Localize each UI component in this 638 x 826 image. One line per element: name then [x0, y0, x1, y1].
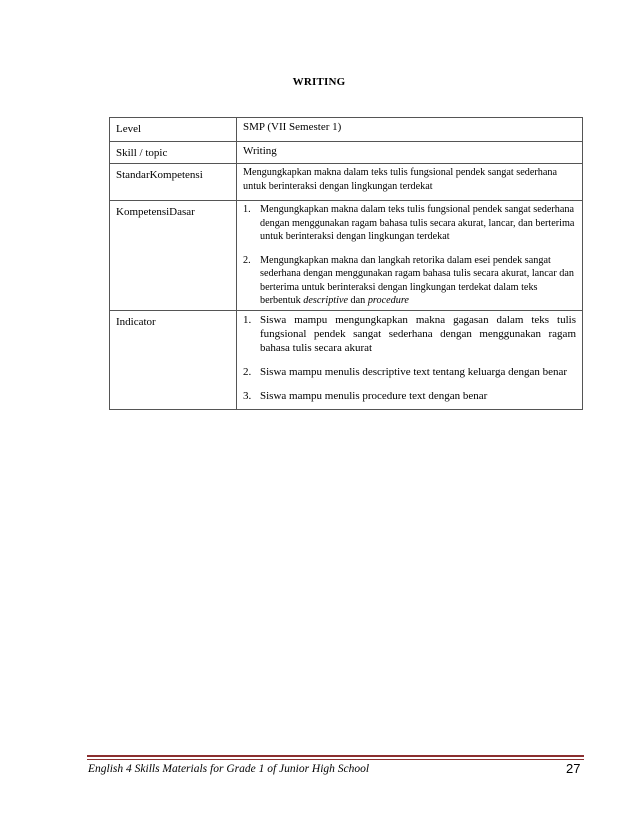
indicator-item-2-text: Siswa mampu menulis descriptive text tentang keluarga dengan benar	[260, 365, 568, 378]
skill-value: Writing	[237, 142, 583, 164]
footer-rule-thin	[87, 759, 584, 760]
table-row-standar-kompetensi	[110, 164, 583, 201]
indicator-item-3-number: 3.	[243, 389, 252, 402]
kd-label: KompetensiDasar	[110, 201, 237, 311]
kd-item-2-conjunction: dan	[348, 295, 368, 306]
skill-label: Skill / topic	[110, 142, 237, 164]
sk-label: StandarKompetensi	[110, 164, 237, 201]
page-title: WRITING	[292, 76, 346, 88]
kd-item-2-emphasis-descriptive: descriptive	[303, 295, 348, 306]
sk-value: Mengungkapkan makna dalam teks tulis fungsional pendek sangat sederhana untuk berinteraksi dengan lingkungan terdekat	[237, 164, 583, 201]
level-label: Level	[110, 118, 237, 142]
table-row-level	[110, 118, 583, 142]
kd-value	[237, 201, 583, 311]
kd-item-2	[243, 254, 576, 308]
competency-table	[109, 117, 583, 410]
kd-item-1-number: 1.	[243, 204, 251, 215]
kd-item-2-text: Mengungkapkan makna dan langkah retorika dalam esei pendek sangat sederhana dengan menggunakan ragam bahasa tulis secara akurat, lancar dan berterima untuk berinteraksi dengan lingkungan terdekat dalam teks berbentuk	[260, 254, 574, 306]
indicator-list	[243, 313, 576, 403]
table-row-skill	[110, 142, 583, 164]
page-number: 27	[566, 761, 581, 776]
indicator-item-1	[243, 313, 576, 355]
indicator-item-3-text: Siswa mampu menulis procedure text dengan benar	[260, 389, 488, 402]
table-row-kompetensi-dasar	[110, 201, 583, 311]
indicator-value	[237, 310, 583, 409]
indicator-item-1-number: 1.	[243, 313, 252, 326]
kd-item-2-number: 2.	[243, 254, 251, 266]
table-row-indicator	[110, 310, 583, 409]
indicator-item-3	[243, 389, 576, 403]
kd-item-1	[243, 203, 576, 244]
kd-item-2-text-wrap	[260, 255, 574, 307]
indicator-item-2-number: 2.	[243, 365, 252, 378]
footer-rule-thick	[87, 755, 584, 757]
indicator-item-1-text: Siswa mampu mengungkapkan makna gagasan dalam teks tulis fungsional pendek sangat sederhana dengan menggunakan ragam bahasa tulis secara akurat	[260, 313, 576, 354]
footer-text: English 4 Skills Materials for Grade 1 of Junior High School	[88, 763, 370, 775]
kd-list	[243, 203, 576, 308]
kd-item-2-emphasis-procedure: procedure	[367, 295, 409, 306]
indicator-item-2	[243, 365, 576, 379]
kd-item-1-text: Mengungkapkan makna dalam teks tulis fungsional pendek sangat sederhana dengan menggunakan ragam bahasa tulis secara akurat, lancar, dan berterima untuk berinteraksi dengan lingkungan terdekat	[260, 204, 575, 242]
indicator-label: Indicator	[110, 310, 237, 409]
level-value: SMP (VII Semester 1)	[237, 118, 583, 142]
